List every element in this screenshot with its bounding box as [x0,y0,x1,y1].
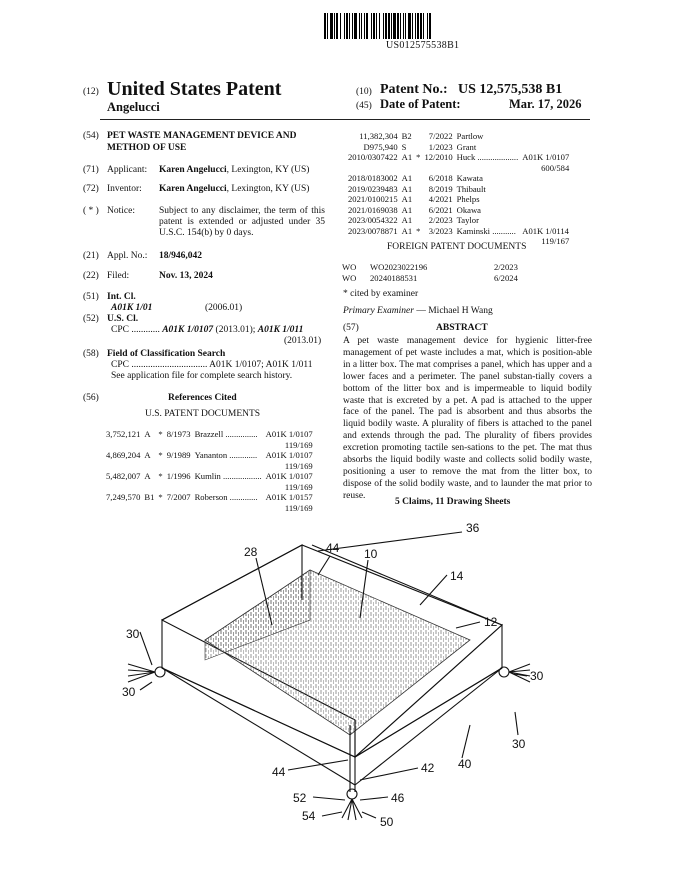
reference-no: 4,869,204 [106,450,141,460]
us-cl-class-2: A01K 1/011 [257,325,304,335]
inventor-name: Karen Angelucci [159,184,227,194]
reference-kind: A [144,471,151,481]
reference-kind: B1 [144,492,155,502]
reference-date: 1/2023 [428,141,453,152]
leader-50 [362,812,376,818]
reference-date: 7/2007 [166,492,191,502]
reference-date: 8/2019 [428,183,453,194]
reference-cls: A01K 1/0157 [265,492,313,502]
reference-subclass: 600/584 [541,162,570,173]
filed-date: Nov. 13, 2024 [159,271,213,281]
reference-date: 6/2021 [428,204,453,215]
applicant-location: , Lexington, KY (US) [226,165,310,175]
reference-kind: A [144,450,151,460]
label-12: 12 [484,615,498,629]
label-44-top: 44 [326,541,340,555]
foreign-reference-no: WO2023022196 [370,262,428,272]
reference-no: 11,382,304 [359,131,398,141]
foreign-reference-date: 6/2024 [494,272,518,283]
code-21: (21) [83,251,99,261]
reference-cls: A01K 1/0107 [265,429,313,439]
patent-title: United States Patent [107,78,282,100]
applicant-name: Karen Angelucci [159,165,227,175]
tassel-left [128,664,165,682]
patent-no-label: Patent No.: [380,82,448,97]
code-71: (71) [83,165,99,175]
reference-name: Kumlin .................. [194,471,262,481]
reference-no: 2019/0239483 [348,183,398,194]
reference-star: * [158,471,163,481]
appl-no: 18/946,042 [159,251,203,261]
label-52: 52 [293,791,307,805]
reference-name: Partlow [456,131,484,141]
reference-subclass: 119/167 [541,236,570,246]
examiner-name: — Michael H Wang [413,306,493,316]
references-cited-heading: References Cited [168,393,237,403]
leader-46 [360,797,388,800]
reference-no: 2023/0078871 [348,225,398,236]
inventor-surname: Angelucci [107,100,160,114]
reference-subclass: 119/169 [284,439,313,450]
reference-subclass: 119/169 [284,460,313,471]
reference-star: * [158,429,163,439]
leader-30b [140,682,152,690]
reference-name: Brazzell ............... [194,429,258,439]
leader-36 [318,532,462,551]
claims-sheets: 5 Claims, 11 Drawing Sheets [395,497,511,507]
applicant-label: Applicant: [107,165,148,175]
reference-name: Grant [456,141,477,152]
patent-number: US 12,575,538 B1 [458,82,563,97]
label-14: 14 [450,569,464,583]
reference-no: 7,249,570 [106,492,141,502]
tassel-right [499,664,530,682]
reference-subclass: 119/169 [284,481,313,492]
leader-30d [515,712,518,735]
us-cl-cpc-prefix: CPC ............ [111,325,160,335]
reference-name: Roberson ............. [194,492,258,502]
reference-star: * [158,492,163,502]
reference-kind: A [144,429,151,439]
examiner-label: Primary Examiner [343,306,414,316]
label-44-bottom: 44 [272,765,286,779]
tassel-front [342,789,362,820]
code-56: (56) [83,393,99,403]
cited-by-examiner: * cited by examiner [343,289,419,299]
reference-name: Phelps [456,194,480,204]
invention-title: PET WASTE MANAGEMENT DEVICE AND METHOD OF USE [107,131,297,153]
reference-no: 3,752,121 [106,429,141,439]
reference-cls: A01K 1/0107 [522,152,570,162]
us-cl-class-1: A01K 1/0107 [162,325,214,335]
label-40: 40 [458,757,472,771]
reference-name: Taylor [456,215,479,225]
reference-kind: A1 [401,173,413,183]
code-12: (12) [83,87,99,97]
patent-date: Mar. 17, 2026 [509,97,582,111]
reference-date: 12/2010 [424,152,453,162]
reference-star: * [158,450,163,460]
int-cl-class: A01K 1/01 [111,303,153,313]
reference-kind: A1 [401,152,413,162]
label-30-left-top: 30 [126,627,140,641]
reference-cls: A01K 1/0107 [265,450,313,460]
reference-kind: A1 [401,183,413,194]
leader-30a [140,632,152,665]
reference-date: 3/2023 [428,225,453,236]
reference-name: Yananton ............. [194,450,258,460]
reference-kind: A1 [401,204,413,215]
code-57: (57) [343,323,359,333]
us-cl-label: U.S. Cl. [107,314,139,324]
notice-label: Notice: [107,206,135,216]
us-cl-year-1: (2013.01); [215,325,256,335]
reference-kind: A1 [401,194,413,204]
label-30-right-bottom: 30 [512,737,526,751]
code-45: (45) [356,101,372,111]
reference-subclass: 119/169 [284,502,313,513]
reference-no: 2021/0100215 [348,194,398,204]
reference-date: 8/1973 [166,429,191,439]
reference-no: 2018/0183002 [348,173,398,183]
int-cl-label: Int. Cl. [107,292,136,302]
reference-cls: A01K 1/0114 [522,225,569,236]
leader-54 [322,812,342,816]
label-30-left-bottom: 30 [122,685,136,699]
int-cl-year: (2006.01) [205,303,243,313]
reference-name: Kawata [456,173,483,183]
reference-no: 2023/0054322 [348,215,398,225]
reference-no: D975,940 [363,141,398,152]
reference-name: Huck ................... [456,152,519,162]
reference-date: 4/2021 [428,194,453,204]
reference-kind: A1 [401,225,413,236]
code-22: (22) [83,271,99,281]
reference-date: 7/2022 [428,131,453,141]
code-72: (72) [83,184,99,194]
foreign-reference-cc: WO [342,262,357,272]
reference-star: * [416,152,421,162]
code-51: (51) [83,292,99,302]
leader-44b [288,760,348,770]
field-search-note: See application file for complete search history. [111,371,293,381]
reference-date: 9/1989 [166,450,191,460]
barcode-number: US012575538B1 [386,40,460,51]
reference-kind: S [401,141,407,152]
label-36: 36 [466,521,480,535]
reference-date: 2/2023 [428,215,453,225]
inventor-label: Inventor: [107,184,142,194]
litter-box-drawing [128,532,530,820]
code-58: (58) [83,349,99,359]
reference-no: 2021/0169038 [348,204,398,215]
us-cl-year-2: (2013.01) [284,336,322,346]
abstract-text: A pet waste management device for hygienic litter-free management of pet waste includes a mat, which is position-able in a litter box. The mat comprises a panel, which has upper and a lower faces and a perimeter. The panel substan-tially covers a bottom of the litter box and is impermeable to liquid bodily waste that is excreted by a pet. A pad is attached to the upper face of the panel. The pad is absorbent and thus absorbs the liquid bodily waste. A plurality of fibers is attached to the panel and extends through the pad. The plurality of fibers provides excretion promoting tactile sen-sations to the pet. The mat thus absorbs the liquid bodily waste and collects solid bodily waste, positioning a user to remove the mat from the litter box, to dispose of the solid bodily waste, and to launder the mat prior to reuse. [343,336,592,501]
code-54: (54) [83,131,99,141]
leader-40 [462,725,470,758]
date-label: Date of Patent: [380,97,461,111]
label-46: 46 [391,791,405,805]
reference-no: 5,482,007 [106,471,141,481]
code-52: (52) [83,314,99,324]
foreign-reference-cc: WO [342,272,357,283]
reference-date: 6/2018 [428,173,453,183]
label-42: 42 [421,761,435,775]
reference-name: Thibault [456,183,486,194]
foreign-reference-date: 2/2023 [494,262,518,272]
leader-52 [313,797,345,800]
reference-star: * [416,225,421,236]
code-10: (10) [356,87,372,97]
reference-name: Kaminski ........... [456,225,516,236]
reference-kind: A1 [401,215,413,225]
code-notice: ( * ) [83,206,99,216]
reference-kind: B2 [401,131,412,141]
abstract-heading: ABSTRACT [436,323,488,333]
label-50: 50 [380,815,394,829]
appl-no-label: Appl. No.: [107,251,148,261]
field-search-label: Field of Classification Search [107,349,226,359]
label-10: 10 [364,547,378,561]
us-patent-docs-heading: U.S. PATENT DOCUMENTS [145,409,261,419]
foreign-docs-heading: FOREIGN PATENT DOCUMENTS [387,242,527,252]
filed-label: Filed: [107,271,130,281]
label-54: 54 [302,809,316,823]
field-search-cpc: CPC ................................ A01K 1/0107; A01K 1/011 [111,360,313,370]
label-30-right: 30 [530,669,544,683]
reference-cls: A01K 1/0107 [265,471,313,481]
foreign-reference-no: 20240188531 [370,272,418,283]
label-28: 28 [244,545,258,559]
inventor-location: , Lexington, KY (US) [226,184,310,194]
notice-text: Subject to any disclaimer, the term of this patent is extended or adjusted under 35 U.S.C. 154(b) by 0 days. [159,206,325,238]
reference-name: Okawa [456,204,481,215]
reference-date: 1/1996 [166,471,191,481]
reference-no: 2010/0307422 [348,152,398,162]
